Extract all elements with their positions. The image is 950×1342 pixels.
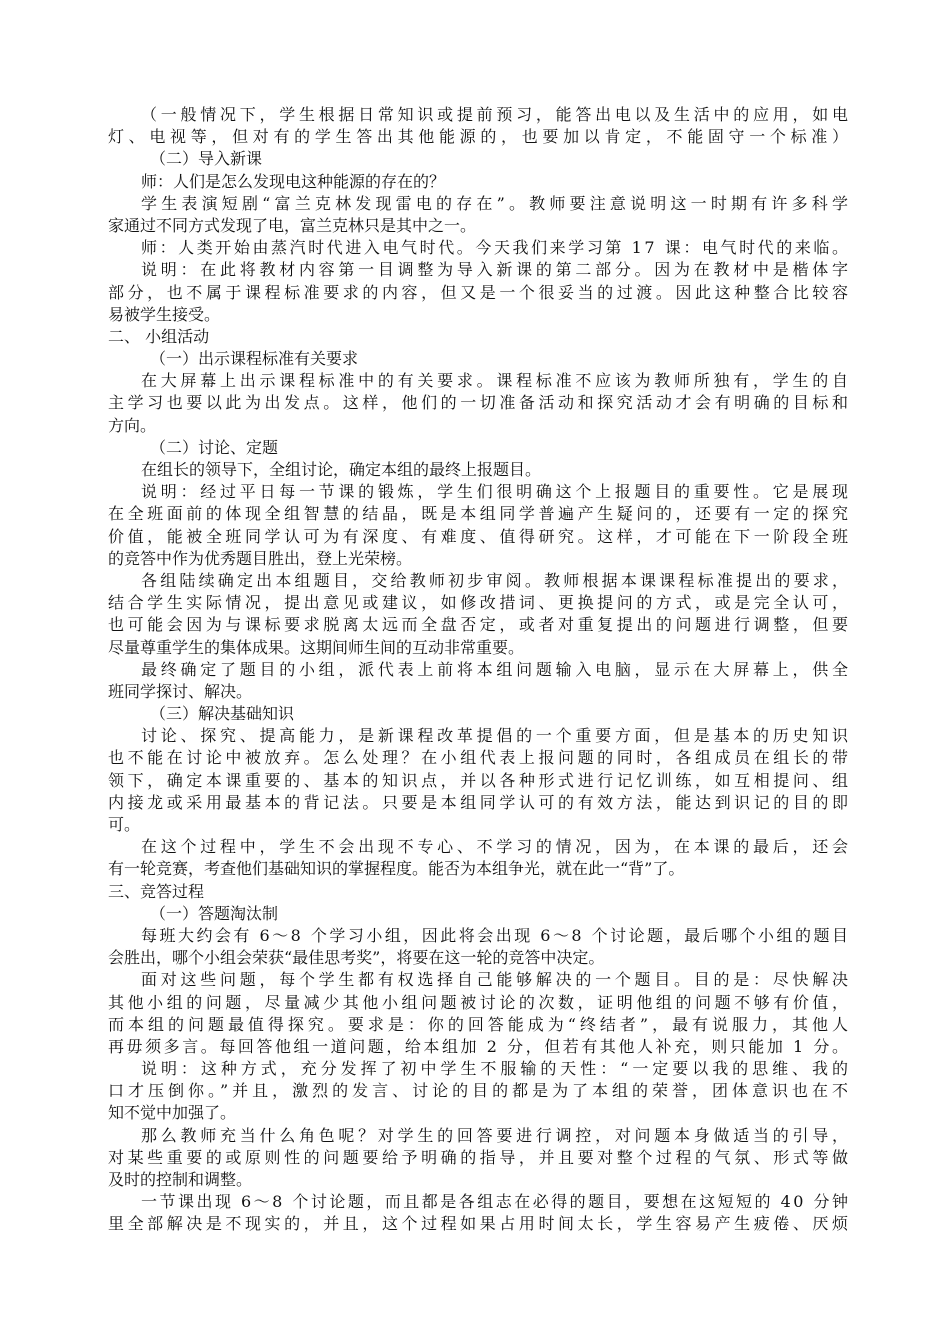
text-line: （一）答题淘汰制	[150, 903, 279, 923]
text-line: 在组长的领导下，全组讨论，确定本组的最终上报题目。	[141, 460, 542, 479]
text-line: 每班大约会有 6～8 个学习小组，因此将会出现 6～8 个讨论题，最后哪个小组的题目	[141, 925, 851, 945]
text-line: （三）解决基础知识	[150, 704, 295, 724]
text-line: 部分，也不属于课程标准要求的内容，但又是一个很妥当的过渡。因此这种整合比较容	[108, 282, 852, 302]
text-line: 而本组的问题最值得探究。要求是：你的回答能成为“终结者”，最有说服力，其他人	[108, 1014, 852, 1034]
text-line: 可。	[108, 815, 141, 834]
text-line: （一般情况下，学生根据日常知识或提前预习，能答出电以及生活中的应用，如电	[141, 105, 852, 124]
text-line: 在这个过程中，学生不会出现不专心、不学习的情况，因为，在本课的最后，还会	[141, 837, 852, 857]
text-line: 班同学探讨、解决。	[108, 681, 253, 701]
text-line: 在大屏幕上出示课程标准中的有关要求。课程标准不应该为教师所独有，学生的自	[141, 371, 852, 391]
text-line: 易被学生接受。	[108, 304, 221, 324]
text-line: 各组陆续确定出本组题目，交给教师初步审阅。教师根据本课课程标准提出的要求，	[141, 570, 852, 590]
text-line: 面对这些问题，每个学生都有权选择自己能够解决的一个题目。目的是：尽快解决	[141, 970, 852, 990]
text-line: （二）讨论、定题	[150, 437, 279, 457]
text-line: 里全部解决是不现实的，并且，这个过程如果占用时间太长，学生容易产生疲倦、厌烦	[108, 1214, 852, 1234]
text-line: 主学习也要以此为出发点。这样，他们的一切准备活动和探究活动才会有明确的目标和	[108, 393, 852, 413]
text-line: 价值，能被全班同学认可为有深度、有难度、值得研究。这样，才可能在下一阶段全班	[108, 526, 852, 546]
text-line: 有一轮竞赛，考查他们基础知识的掌握程度。能否为本组争光，就在此一“背”了。	[108, 859, 685, 879]
text-line: 对某些重要的或原则性的问题要给予明确的指导，并且要对整个过程的气氛、形式等做	[108, 1147, 852, 1167]
text-line: 也不能在讨论中被放弃。怎么处理？在小组代表上报问题的同时，各组成员在组长的带	[108, 748, 852, 768]
text-line: （二）导入新课	[150, 149, 263, 169]
text-line: 结合学生实际情况，提出意见或建议，如修改措词、更换提问的方式，或是完全认可，	[108, 593, 852, 613]
text-line: 灯、电视等，但对有的学生答出其他能源的，也要加以肯定，不能固守一个标准）	[108, 127, 853, 147]
text-line: 及时的控制和调整。	[108, 1170, 253, 1189]
text-line: 其他小组的问题，尽量减少其他小组问题被讨论的次数，证明他组的问题不够有价值，	[108, 992, 852, 1012]
text-line: 知不觉中加强了。	[108, 1103, 237, 1123]
text-line: 再毋须多言。每回答他组一道问题，给本组加 2 分，但若有其他人补充，则只能加 1 分。	[108, 1036, 851, 1056]
text-line: 会胜出，哪个小组会荣获“最佳思考奖”，将要在这一轮的竞答中决定。	[108, 948, 605, 968]
text-line: 说明：这种方式，充分发挥了初中学生不服输的天性：“一定要以我的思维、我的	[141, 1059, 852, 1079]
text-line: 的竞答中作为优秀题目胜出，登上光荣榜。	[108, 548, 413, 568]
text-line: 师：人们是怎么发现电这种能源的存在的？	[141, 171, 446, 191]
text-line: （一）出示课程标准有关要求	[150, 349, 359, 369]
text-line: 说明：在此将教材内容第一目调整为导入新课的第二部分。因为在教材中是楷体字	[141, 260, 852, 280]
text-line: 尽量尊重学生的集体成果。这期间师生间的互动非常重要。	[108, 637, 525, 657]
text-line: 家通过不同方式发现了电，富兰克林只是其中之一。	[108, 215, 477, 235]
text-line: 那么教师充当什么角色呢？对学生的回答要进行调控，对问题本身做适当的引导，	[141, 1125, 852, 1145]
text-line: 领下，确定本课重要的、基本的知识点，并以各种形式进行记忆训练，如互相提问、组	[108, 770, 852, 790]
text-line: 内接龙或采用最基本的背记法。只要是本组同学认可的有效方法，能达到识记的目的即	[108, 792, 852, 812]
text-line: 讨论、探究、提高能力，是新课程改革提倡的一个重要方面，但是基本的历史知识	[141, 726, 852, 746]
text-line: 师：人类开始由蒸汽时代进入电气时代。今天我们来学习第 17 课：电气时代的来临。	[141, 238, 851, 258]
text-line: 方向。	[108, 415, 157, 435]
text-line: 口才压倒你。”并且，激烈的发言、讨论的目的都是为了本组的荣誉，团体意识也在不	[108, 1081, 852, 1101]
text-line: 最终确定了题目的小组，派代表上前将本组问题输入电脑，显示在大屏幕上，供全	[141, 659, 852, 679]
text-line: 也可能会因为与课标要求脱离太远而全盘否定，或者对重复提出的问题进行调整，但要	[108, 615, 852, 635]
text-line: 说明：经过平日每一节课的锻炼，学生们很明确这个上报题目的重要性。它是展现	[141, 482, 852, 502]
text-line: 在全班面前的体现全组智慧的结晶，既是本组同学普遍产生疑问的，还要有一定的探究	[108, 504, 852, 524]
text-line: 二、 小组活动	[108, 326, 210, 346]
text-line: 三、竞答过程	[108, 881, 205, 901]
text-line: 学生表演短剧“富兰克林发现雷电的存在”。教师要注意说明这一时期有许多科学	[141, 193, 853, 213]
text-line: 一节课出现 6～8 个讨论题，而且都是各组志在必得的题目，要想在这短短的 40 分钟	[141, 1192, 851, 1212]
